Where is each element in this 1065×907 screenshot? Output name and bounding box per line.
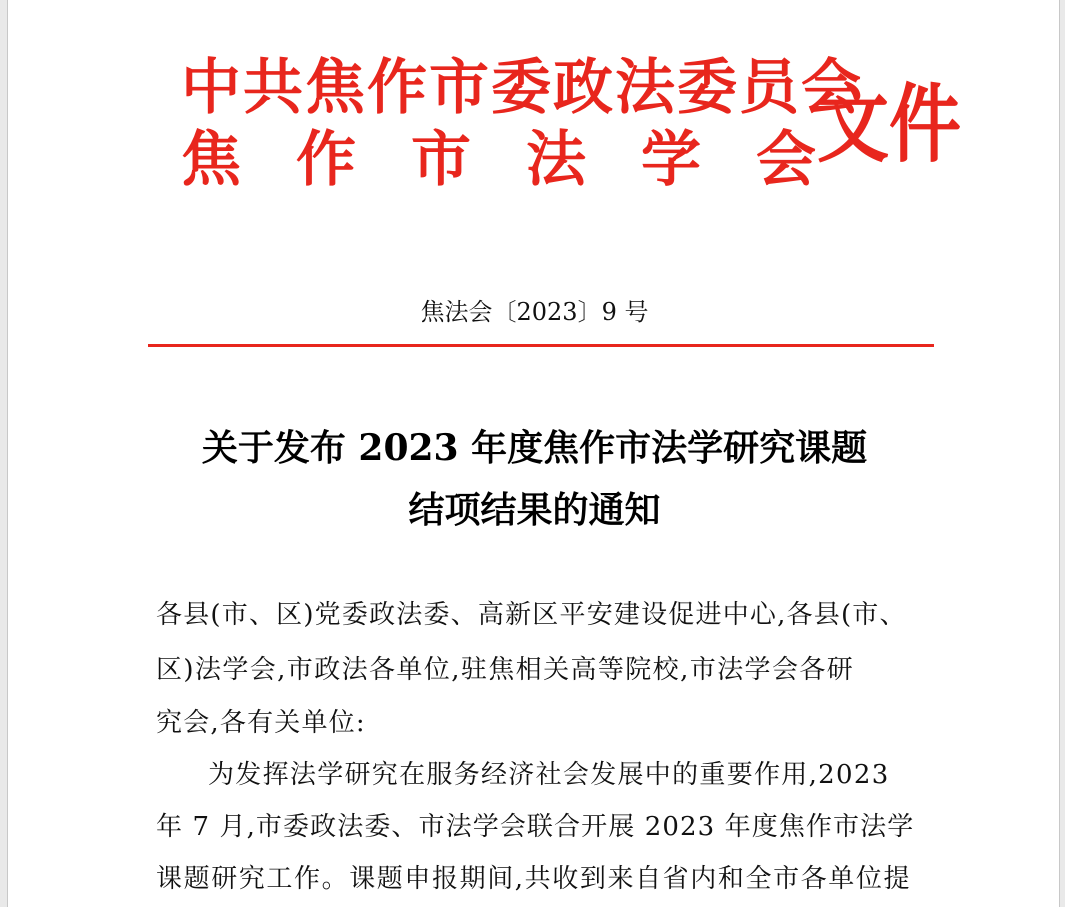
issuer-line-1: 中共焦作市委政法委员会	[181, 53, 863, 123]
document-title-line-2: 结项结果的通知	[408, 489, 661, 531]
document-header-suffix: 文件	[817, 73, 962, 175]
body-line-4: 为发挥法学研究在服务经济社会发展中的重要作用,2023	[208, 760, 890, 790]
document-page	[7, 0, 1060, 907]
issuer-line-2: 焦作市法学会	[181, 125, 871, 195]
body-line-2: 区)法学会,市政法各单位,驻焦相关高等院校,市法学会各研	[156, 655, 855, 685]
document-number: 焦法会〔2023〕9 号	[420, 298, 649, 326]
document-title-line-1: 关于发布 2023 年度焦作市法学研究课题	[201, 427, 868, 469]
body-line-1: 各县(市、区)党委政法委、高新区平安建设促进中心,各县(市、	[156, 600, 907, 630]
body-line-5: 年 7 月,市委政法委、市法学会联合开展 2023 年度焦作市法学	[156, 812, 915, 842]
red-separator-line	[148, 344, 934, 347]
body-line-6: 课题研究工作。课题申报期间,共收到来自省内和全市各单位提	[156, 864, 912, 894]
body-line-3: 究会,各有关单位:	[156, 708, 366, 738]
